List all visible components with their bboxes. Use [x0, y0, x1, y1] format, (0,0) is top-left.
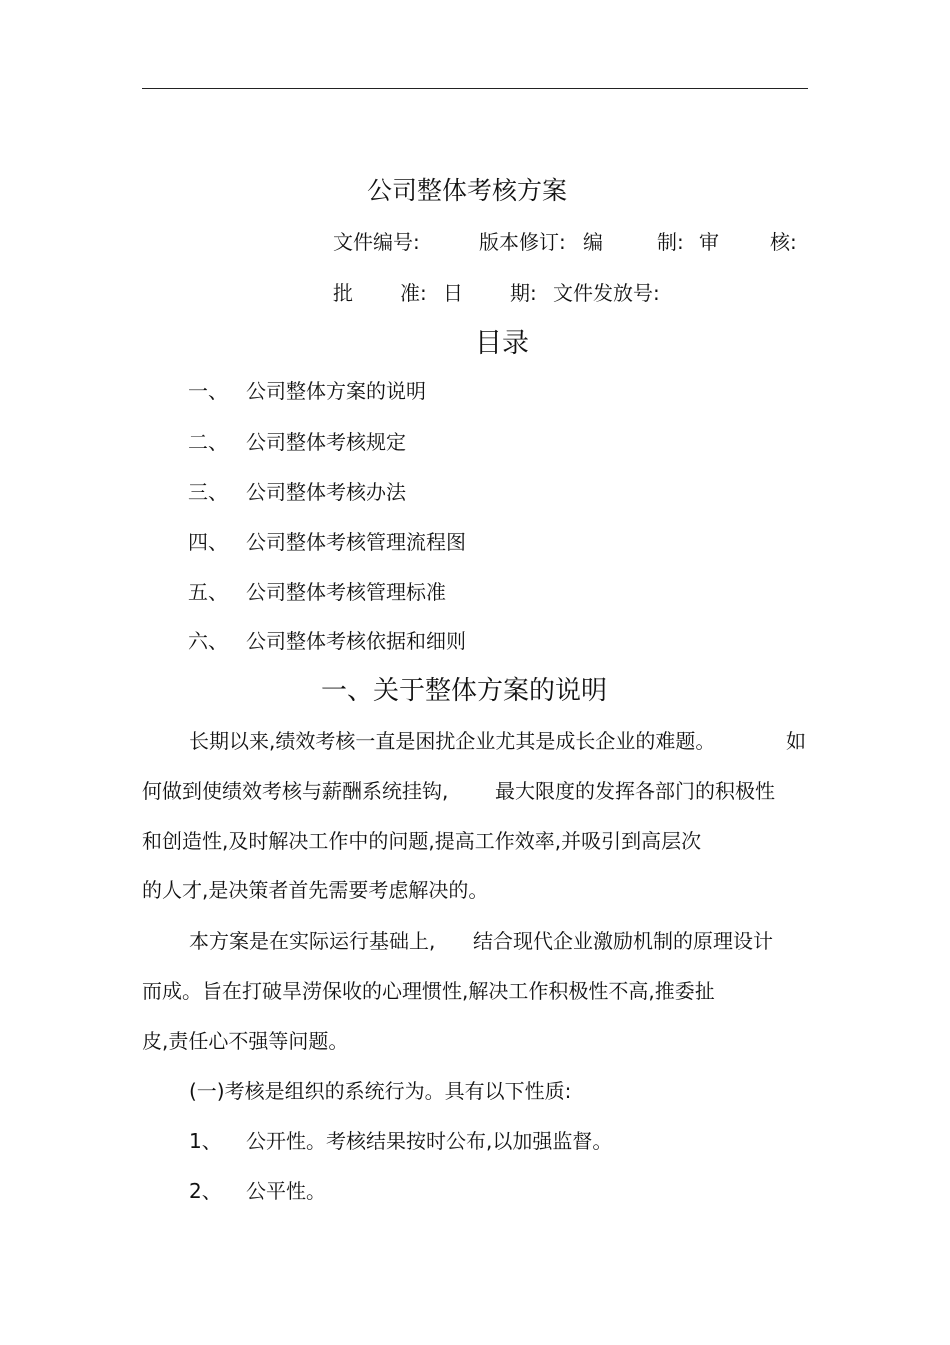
paragraph-line: 而成。旨在打破旱涝保收的心理惯性,解决工作积极性不高,推委扯: [142, 979, 715, 1003]
toc-item-number: 五、: [188, 580, 228, 604]
meta-compiled-b: 制:: [657, 230, 684, 254]
paragraph-line: 最大限度的发挥各部门的积极性: [495, 779, 775, 803]
toc-item-text[interactable]: 公司整体考核管理标准: [246, 580, 446, 604]
toc-item-text[interactable]: 公司整体考核依据和细则: [246, 629, 466, 653]
list-item-number: 2、: [189, 1179, 222, 1203]
meta-date-b: 期:: [510, 281, 537, 305]
paragraph-line: 如: [786, 729, 806, 753]
meta-revision: 版本修订:: [479, 230, 566, 254]
paragraph-line: 皮,责任心不强等问题。: [142, 1029, 349, 1053]
meta-approve-b: 准:: [400, 281, 427, 305]
meta-review-a: 审: [699, 230, 719, 254]
toc-item-number: 三、: [188, 480, 228, 504]
toc-item-number: 一、: [188, 379, 228, 403]
list-item-text: 公平性。: [246, 1179, 326, 1203]
meta-approve-a: 批: [333, 281, 353, 305]
toc-item-number: 四、: [188, 530, 228, 554]
meta-file-no: 文件编号:: [333, 230, 420, 254]
toc-item-number: 六、: [188, 629, 228, 653]
paragraph-line: 结合现代企业激励机制的原理设计: [473, 929, 773, 953]
subheading: (一)考核是组织的系统行为。具有以下性质:: [189, 1079, 572, 1103]
toc-item-text[interactable]: 公司整体方案的说明: [246, 379, 426, 403]
document-title: 公司整体考核方案: [366, 176, 567, 205]
paragraph-line: 长期以来,绩效考核一直是困扰企业尤其是成长企业的难题。: [189, 729, 716, 753]
toc-item-text[interactable]: 公司整体考核规定: [246, 430, 406, 454]
meta-date-a: 日: [443, 281, 463, 305]
toc-item-text[interactable]: 公司整体考核管理流程图: [246, 530, 466, 554]
toc-title: 目录: [475, 328, 529, 359]
list-item-text: 公开性。考核结果按时公布,以加强监督。: [246, 1129, 613, 1153]
list-item-number: 1、: [189, 1129, 222, 1153]
header-rule: [142, 88, 808, 89]
meta-review-b: 核:: [770, 230, 797, 254]
section-title: 一、关于整体方案的说明: [320, 676, 607, 706]
paragraph-line: 何做到使绩效考核与薪酬系统挂钩,: [142, 779, 449, 803]
paragraph-line: 的人才,是决策者首先需要考虑解决的。: [142, 878, 489, 902]
meta-issue-no: 文件发放号:: [553, 281, 660, 305]
meta-compiled-a: 编: [583, 230, 603, 254]
toc-item-text[interactable]: 公司整体考核办法: [246, 480, 406, 504]
paragraph-line: 和创造性,及时解决工作中的问题,提高工作效率,并吸引到高层次: [142, 829, 702, 853]
paragraph-line: 本方案是在实际运行基础上,: [189, 929, 436, 953]
toc-item-number: 二、: [188, 430, 228, 454]
